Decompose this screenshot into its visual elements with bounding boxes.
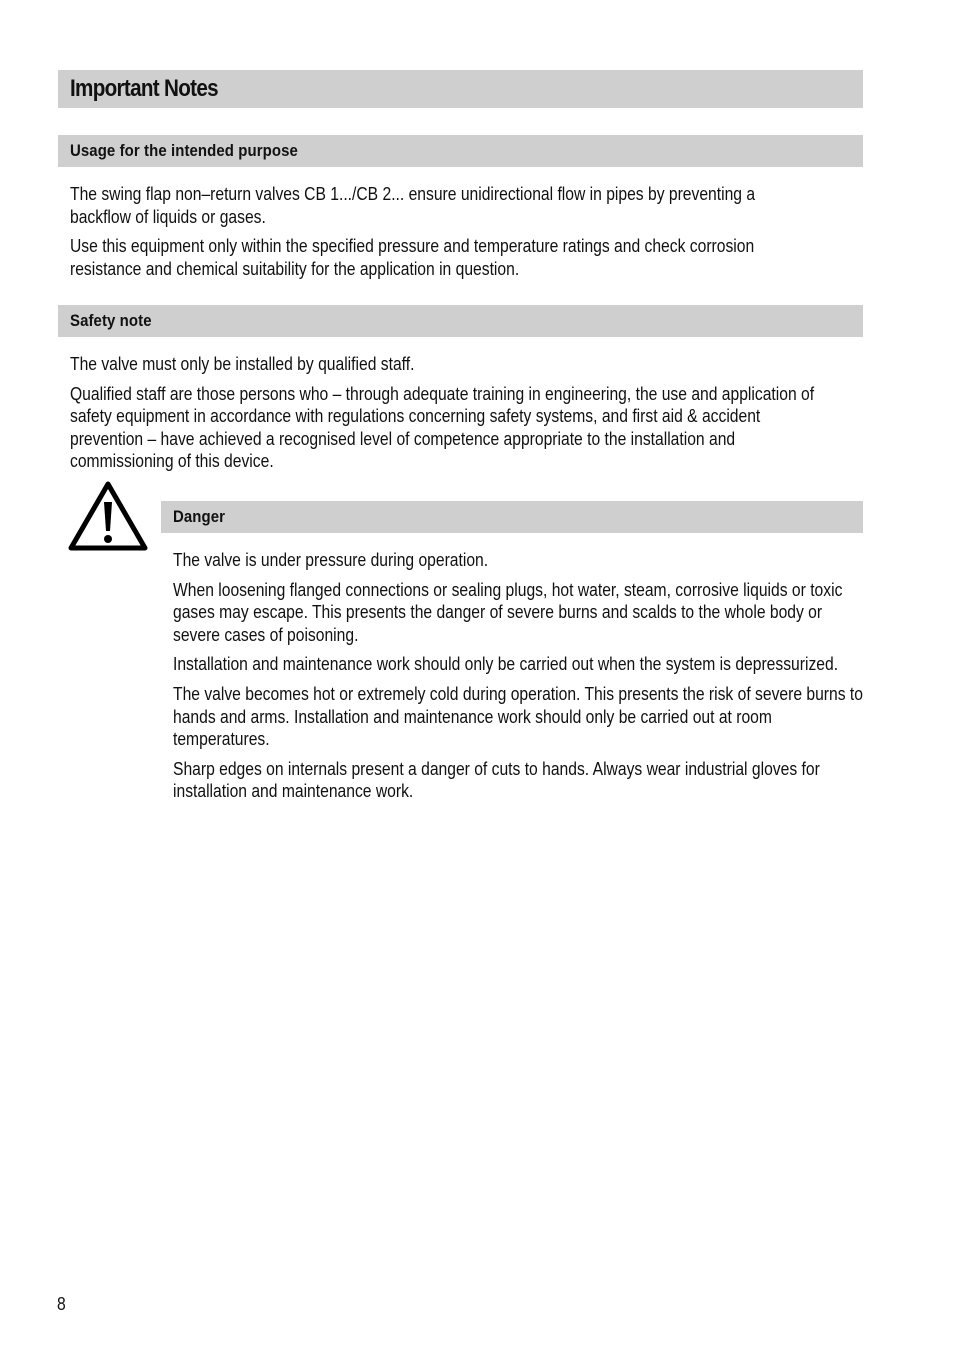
safety-section-heading: Safety note: [70, 311, 152, 330]
safety-section-body: [70, 353, 930, 480]
danger-section-heading: Danger: [173, 507, 226, 526]
danger-paragraph: The valve becomes hot or extremely cold during operation. This presents the risk of severe burns to hands and arms. Installation and maintenance work should only be carried out at room temperatures.: [173, 683, 863, 750]
safety-paragraph: The valve must only be installed by qualified staff.: [70, 354, 415, 374]
warning-triangle-icon: [67, 480, 149, 552]
danger-paragraph: When loosening flanged connections or sealing plugs, hot water, steam, corrosive liquids or toxic gases may escape. This presents the danger of severe burns and scalds to the whole body or severe cases of poisoning.: [173, 579, 843, 645]
danger-section-header: [161, 501, 863, 533]
danger-paragraph: The valve is under pressure during operation.: [173, 550, 489, 570]
danger-section-body: [173, 549, 954, 810]
usage-paragraph: The swing flap non–return valves CB 1.../CB 2... ensure unidirectional flow in pipes by preventing a backflow of liquids or gases.: [70, 184, 756, 227]
page-title: Important Notes: [70, 75, 218, 102]
danger-paragraph: Sharp edges on internals present a danger of cuts to hands. Always wear industrial gloves for installation and maintenance work.: [173, 758, 820, 802]
usage-paragraph: Use this equipment only within the specified pressure and temperature ratings and check corrosion resistance and chemical suitability for the application in question.: [70, 236, 755, 279]
usage-section-header: [58, 135, 863, 167]
page-number: 8: [57, 1294, 66, 1314]
page-title-bar: [58, 70, 863, 108]
safety-paragraph: Qualified staff are those persons who – through adequate training in engineering, the use and application of safety equipment in accordance with regulations concerning safety systems, and first aid & accident prevention – have achieved a recognised level of competence appropriate to the installation and commissioning of this device.: [70, 383, 815, 472]
usage-section-body: [70, 183, 930, 287]
safety-section-header: [58, 305, 863, 337]
danger-paragraph: Installation and maintenance work should only be carried out when the system is depressurized.: [173, 654, 839, 675]
usage-section-heading: Usage for the intended purpose: [70, 141, 298, 160]
